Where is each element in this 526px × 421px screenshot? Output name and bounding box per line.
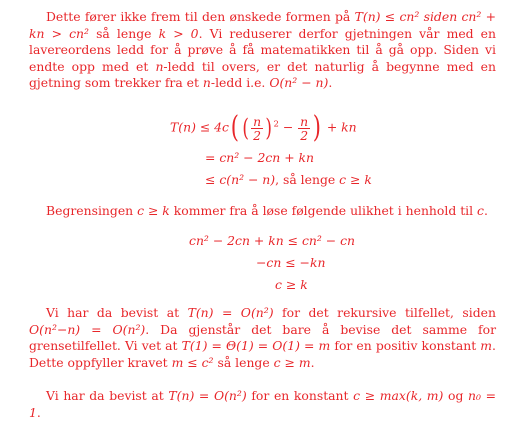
text: for det rekursive tilfellet, siden xyxy=(273,305,496,320)
math-inline: k > 0 xyxy=(158,25,199,41)
right-paren: ) xyxy=(265,114,273,142)
text: . xyxy=(328,75,333,91)
paragraph-intro xyxy=(29,9,496,92)
right-big-paren: ) xyxy=(312,110,322,145)
math-inline: m ≤ c² xyxy=(171,354,214,370)
text: for en konstant xyxy=(246,388,354,403)
text: -ledd i.e. xyxy=(210,75,270,91)
equation-line-3 xyxy=(205,172,372,187)
fraction-n-over-2: $\frac{n}{2}$ xyxy=(300,113,309,143)
text: for en positiv konstant xyxy=(330,338,481,354)
text: Vi har da bevist at xyxy=(46,305,188,320)
math-tail: + kn xyxy=(326,119,357,135)
text: . xyxy=(36,404,41,420)
math-inline: O(n² − n) xyxy=(269,75,329,91)
text: . Dette oppfyller kravet xyxy=(29,338,496,370)
text: . Vi reduserer derfor gjetningen vår med en lavereordens ledd for å prøve å få matematikken til å gå opp. Siden vi endte opp med et xyxy=(29,25,496,74)
math-lhs: T(n) ≤ 4c xyxy=(170,119,229,135)
text: . xyxy=(484,203,488,218)
paragraph-constraint xyxy=(29,203,496,220)
text: . Da gjenstår det bare å bevise det samme for grensetilfellet. Vi vet at xyxy=(29,321,497,354)
math-inline: n xyxy=(202,75,211,91)
text: så lenge xyxy=(213,354,274,370)
exponent-2: 2 xyxy=(273,119,279,130)
math-inline: c ≥ k xyxy=(137,203,170,218)
math-inline: n xyxy=(155,58,164,74)
minus-sign: − xyxy=(282,119,294,135)
math-inline: n₀ = 1 xyxy=(29,388,496,420)
inequality-line-2: −cn ≤ −kn xyxy=(256,255,326,270)
text: kommer fra å løse følgende ulikhet i henhold til xyxy=(169,203,478,218)
math-inline: m xyxy=(480,338,493,354)
text: og xyxy=(443,388,469,403)
inequality-line-1: cn² − 2cn + kn ≤ cn² − cn xyxy=(189,233,356,248)
left-paren: ( xyxy=(242,114,249,142)
math-inline: T(n) = O(n²) xyxy=(168,388,247,403)
math-inline: T(1) = Θ(1) = O(1) = m xyxy=(181,338,331,354)
text: så lenge xyxy=(88,25,159,41)
left-big-paren: ( xyxy=(230,110,239,145)
math: c ≥ k xyxy=(339,172,372,187)
paragraph-proof xyxy=(29,305,496,371)
math-inline: T(n) ≤ cn² siden cn² + kn > cn² xyxy=(29,9,496,41)
math-inline: O(n²−n) = O(n²) xyxy=(29,321,146,337)
math: ≤ c(n² − n) xyxy=(205,172,276,187)
text: -ledd til overs, er det naturlig å begynne med en gjetning som trekker fra et xyxy=(29,58,496,91)
equation-line-2: = cn² − 2cn + kn xyxy=(205,150,315,165)
text: . xyxy=(310,354,315,370)
text: Begrensingen xyxy=(46,203,138,218)
text: Vi har da bevist at xyxy=(46,388,169,403)
fraction-n-over-2: $\frac{n}{2}$ xyxy=(253,113,262,143)
math-inline: c xyxy=(477,203,484,218)
inequality-line-3: c ≥ k xyxy=(275,277,308,292)
equation-line-1 xyxy=(170,110,357,145)
math-inline: T(n) = O(n²) xyxy=(187,305,274,320)
math-inline: c ≥ max(k, m) xyxy=(353,388,444,403)
paragraph-conclusion xyxy=(29,388,496,421)
text: Dette fører ikke frem til den ønskede formen på xyxy=(46,9,355,24)
math-inline: c ≥ m xyxy=(273,354,311,370)
text: , så lenge xyxy=(275,172,340,187)
